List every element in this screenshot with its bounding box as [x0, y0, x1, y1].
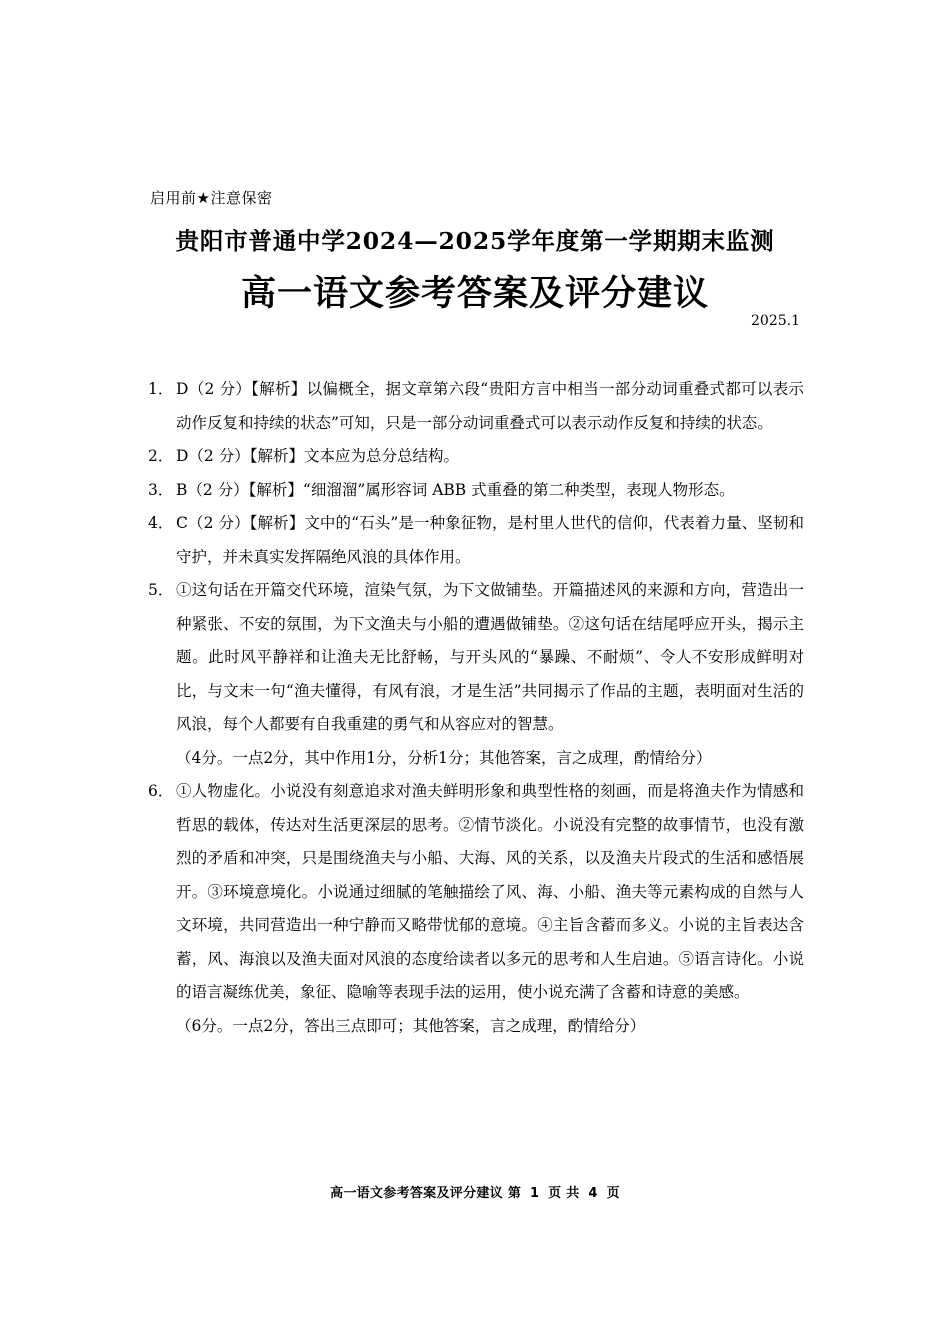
- page-footer: [0, 1182, 950, 1201]
- answer-scoring-note: （4分。一点2分，其中作用1分，分析1分；其他答案，言之成理，酌情给分）: [176, 748, 712, 767]
- confidential-label: 启用前★注意保密: [150, 189, 273, 207]
- footer-page-suffix: 页: [606, 1186, 620, 1201]
- footer-page-prefix: 第: [507, 1186, 522, 1201]
- answer-text: D（2 分）【解析】文本应为总分总结构。: [176, 447, 459, 465]
- answer-text: B（2 分）【解析】“细溜溜”属形容词 ABB 式重叠的第二种类型，表现人物形态。: [176, 480, 735, 499]
- answer-item: [148, 574, 804, 775]
- answer-item: [148, 440, 804, 474]
- answer-text: C（2 分）【解析】文中的“石头”是一种象征物，是村里人世代的信仰，代表着力量、坚韧和守护，并未真实发挥隔绝风浪的具体作用。: [176, 514, 804, 566]
- footer-doc-name: 高一语文参考答案及评分建议: [330, 1186, 503, 1201]
- answer-item: [148, 474, 804, 508]
- answer-number: 5．: [148, 581, 174, 599]
- page-title: 高一语文参考答案及评分建议: [240, 273, 709, 314]
- answer-text: D（2 分）【解析】以偏概全，据文章第六段“贵阳方言中相当一部分动词重叠式都可以表示动作反复和持续的状态”可知，只是一部分动词重叠式可以表示动作反复和持续的状态。: [176, 380, 804, 432]
- exam-subtitle: 贵阳市普通中学2024—2025学年度第一学期期末监测: [175, 227, 775, 255]
- footer-page-middle: 页 共: [548, 1186, 580, 1201]
- answer-item: [148, 373, 804, 440]
- answer-number: 4．: [148, 514, 174, 532]
- answer-number: 6．: [148, 782, 174, 800]
- answer-text: ①这句话在开篇交代环境，渲染气氛，为下文做铺垫。开篇描述风的来源和方向，营造出一种紧张、不安的氛围，为下文渔夫与小船的遭遇做铺垫。②这句话在结尾呼应开头，揭示主题。此时风平静祥和让渔夫无比舒畅，与开头风的“暴躁、不耐烦”、令人不安形成鲜明对比，与文末一句“渔夫懂得，有风有浪，才是生活”共同揭示了作品的主题，表明面对生活的风浪，每个人都要有自我重建的勇气和从容应对的智慧。: [176, 581, 804, 733]
- answer-number: 3．: [148, 480, 174, 499]
- answer-item: [148, 507, 804, 574]
- footer-page-total: 4: [588, 1186, 598, 1201]
- answer-number: 1．: [148, 380, 174, 398]
- answer-item: [148, 775, 804, 1043]
- answer-scoring-note: （6分。一点2分，答出三点即可；其他答案，言之成理，酌情给分）: [176, 1016, 646, 1035]
- answer-text: ①人物虚化。小说没有刻意追求对渔夫鲜明形象和典型性格的刻画，而是将渔夫作为情感和哲思的载体，传达对生活更深层的思考。②情节淡化。小说没有完整的故事情节，也没有激烈的矛盾和冲突，只是围绕渔夫与小船、大海、风的关系，以及渔夫片段式的生活和感悟展开。③环境意境化。小说通过细腻的笔触描绘了风、海、小船、渔夫等元素构成的自然与人文环境，共同营造出一种宁静而又略带忧郁的意境。④主旨含蓄而多义。小说的主旨表达含蓄，风、海浪以及渔夫面对风浪的态度给读者以多元的思考和人生启迪。⑤语言诗化。小说的语言凝练优美，象征、隐喻等表现手法的运用，使小说充满了含蓄和诗意的美感。: [176, 782, 804, 1001]
- document-date: 2025.1: [751, 313, 800, 329]
- answer-list: [148, 373, 804, 1043]
- answer-number: 2．: [148, 447, 174, 465]
- footer-page-current: 1: [529, 1186, 540, 1201]
